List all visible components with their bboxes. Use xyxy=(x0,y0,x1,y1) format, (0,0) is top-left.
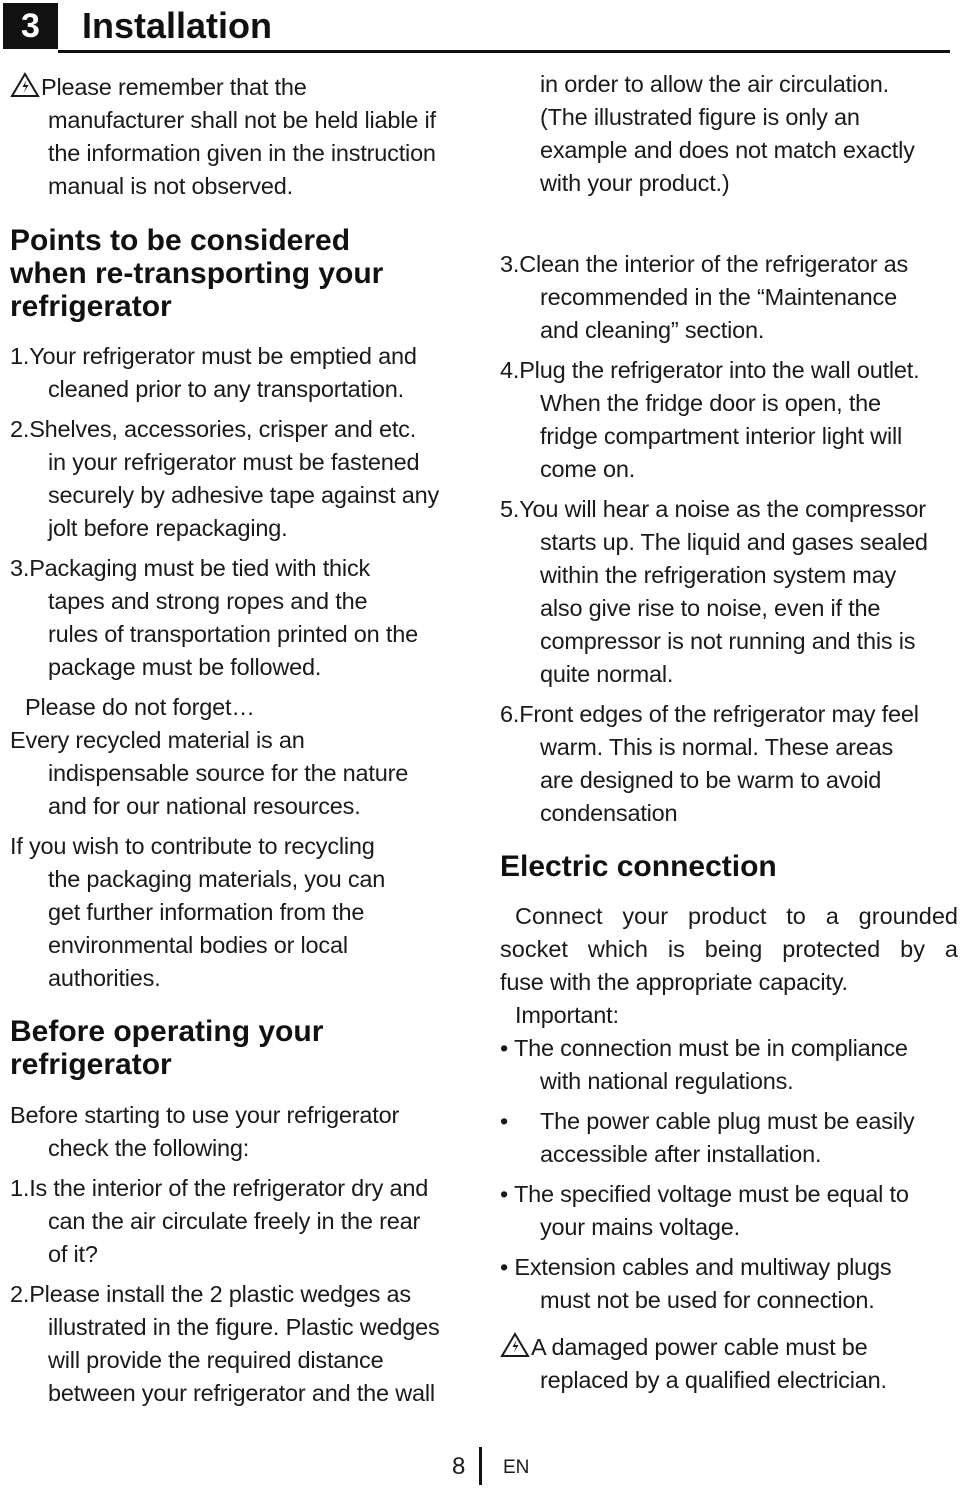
text-line: accessible after installation. xyxy=(540,1141,822,1167)
text-line: in your refrigerator must be fastened xyxy=(48,449,420,475)
text-line: recommended in the “Maintenance xyxy=(540,284,897,310)
text-line: your mains voltage. xyxy=(540,1214,740,1240)
text-line: condensation xyxy=(540,800,678,826)
section-heading-transport: when re-transporting your xyxy=(10,257,384,290)
section-heading-transport: Points to be considered xyxy=(10,224,351,257)
chapter-title: Installation xyxy=(82,5,273,46)
text-line: with your product.) xyxy=(540,170,730,196)
electric-paragraph-line: socket which is being protected by a xyxy=(500,936,958,962)
electric-paragraph-line: fuse with the appropriate capacity. xyxy=(500,969,848,995)
electric-paragraph-line: Connect your product to a grounded xyxy=(515,903,958,929)
bullet-dot: • xyxy=(500,1035,509,1061)
text-line: example and does not match exactly xyxy=(540,137,915,163)
contribute-paragraph: If you wish to contribute to recycling xyxy=(10,833,375,859)
text-line: tapes and strong ropes and the xyxy=(48,588,368,614)
important-label: Important: xyxy=(515,1002,619,1028)
list-item: 6.Front edges of the refrigerator may feel xyxy=(500,701,919,727)
bullet-item: • The power cable plug must be easily xyxy=(500,1105,914,1138)
text-line: securely by adhesive tape against any xyxy=(48,482,440,508)
text-line: illustrated in the figure. Plastic wedges xyxy=(48,1314,440,1340)
list-item: 4.Plug the refrigerator into the wall outlet. xyxy=(500,357,920,383)
list-item: 2.Shelves, accessories, crisper and etc. xyxy=(10,416,417,442)
text-line: jolt before repackaging. xyxy=(48,515,288,541)
text-line: indispensable source for the nature xyxy=(48,760,409,786)
list-item: 5.You will hear a noise as the compressor xyxy=(500,496,926,522)
footer-divider xyxy=(479,1447,482,1485)
list-item: 1.Your refrigerator must be emptied and xyxy=(10,343,417,369)
text-line: When the fridge door is open, the xyxy=(540,390,881,416)
text-line: within the refrigeration system may xyxy=(540,562,897,588)
text-line: can the air circulate freely in the rear xyxy=(48,1208,421,1234)
bullet-dot: • xyxy=(500,1254,509,1280)
text-line: authorities. xyxy=(48,965,161,991)
bullet-dot: • xyxy=(500,1181,509,1207)
list-item: 3.Clean the interior of the refrigerator as xyxy=(500,251,909,277)
damaged-cable-warning: A damaged power cable must be xyxy=(500,1331,867,1367)
text-line: the information given in the instruction xyxy=(48,140,436,166)
text-line: fridge compartment interior light will xyxy=(540,423,903,449)
page-number: 8 xyxy=(452,1453,466,1480)
text-line: (The illustrated figure is only an xyxy=(540,104,860,130)
list-item: 1.Is the interior of the refrigerator dry and xyxy=(10,1175,429,1201)
list-item: 2.Please install the 2 plastic wedges as xyxy=(10,1281,411,1307)
text-line: replaced by a qualified electrician. xyxy=(540,1367,887,1393)
warning-triangle-icon xyxy=(500,1332,530,1367)
text-line: also give rise to noise, even if the xyxy=(540,595,881,621)
text-line: in order to allow the air circulation. xyxy=(540,71,889,97)
text-line: and cleaning” section. xyxy=(540,317,765,343)
text-line: cleaned prior to any transportation. xyxy=(48,376,404,402)
text-line: manufacturer shall not be held liable if xyxy=(48,107,436,133)
text-line: get further information from the xyxy=(48,899,365,925)
section-heading-electric: Electric connection xyxy=(500,850,777,883)
text-line: package must be followed. xyxy=(48,654,322,680)
section-heading-before-operating: refrigerator xyxy=(10,1048,172,1081)
text-line: manual is not observed. xyxy=(48,173,293,199)
text-line: come on. xyxy=(540,456,636,482)
text-line: environmental bodies or local xyxy=(48,932,348,958)
text-line: are designed to be warm to avoid xyxy=(540,767,882,793)
bullet-dot: • xyxy=(500,1108,509,1134)
text-line: starts up. The liquid and gases sealed xyxy=(540,529,928,555)
section-heading-transport: refrigerator xyxy=(10,290,172,323)
bullet-item: • The connection must be in compliance xyxy=(500,1032,908,1065)
before-intro: Before starting to use your refrigerator xyxy=(10,1102,400,1128)
text-line: rules of transportation printed on the xyxy=(48,621,418,647)
header-rule xyxy=(58,50,950,53)
forget-note: Please do not forget… xyxy=(25,694,255,720)
text-line: warm. This is normal. These areas xyxy=(540,734,893,760)
text-line: must not be used for connection. xyxy=(540,1287,875,1313)
recycle-paragraph: Every recycled material is an xyxy=(10,727,305,753)
section-heading-before-operating: Before operating your xyxy=(10,1015,324,1048)
bullet-item: • The specified voltage must be equal to xyxy=(500,1178,909,1211)
text-line: of it? xyxy=(48,1241,98,1267)
text-line: will provide the required distance xyxy=(48,1347,384,1373)
text-line: between your refrigerator and the wall xyxy=(48,1380,435,1406)
chapter-number: 3 xyxy=(3,3,58,49)
warning-triangle-icon xyxy=(10,72,40,107)
liability-warning: Please remember that the xyxy=(10,71,307,107)
chapter-header xyxy=(0,0,950,54)
text-line: and for our national resources. xyxy=(48,793,361,819)
text-line: the packaging materials, you can xyxy=(48,866,386,892)
text-line: quite normal. xyxy=(540,661,674,687)
language-code: EN xyxy=(503,1457,530,1478)
text-line: with national regulations. xyxy=(540,1068,794,1094)
list-item: 3.Packaging must be tied with thick xyxy=(10,555,371,581)
text-line: compressor is not running and this is xyxy=(540,628,916,654)
bullet-item: • Extension cables and multiway plugs xyxy=(500,1251,891,1284)
text-line: check the following: xyxy=(48,1135,250,1161)
